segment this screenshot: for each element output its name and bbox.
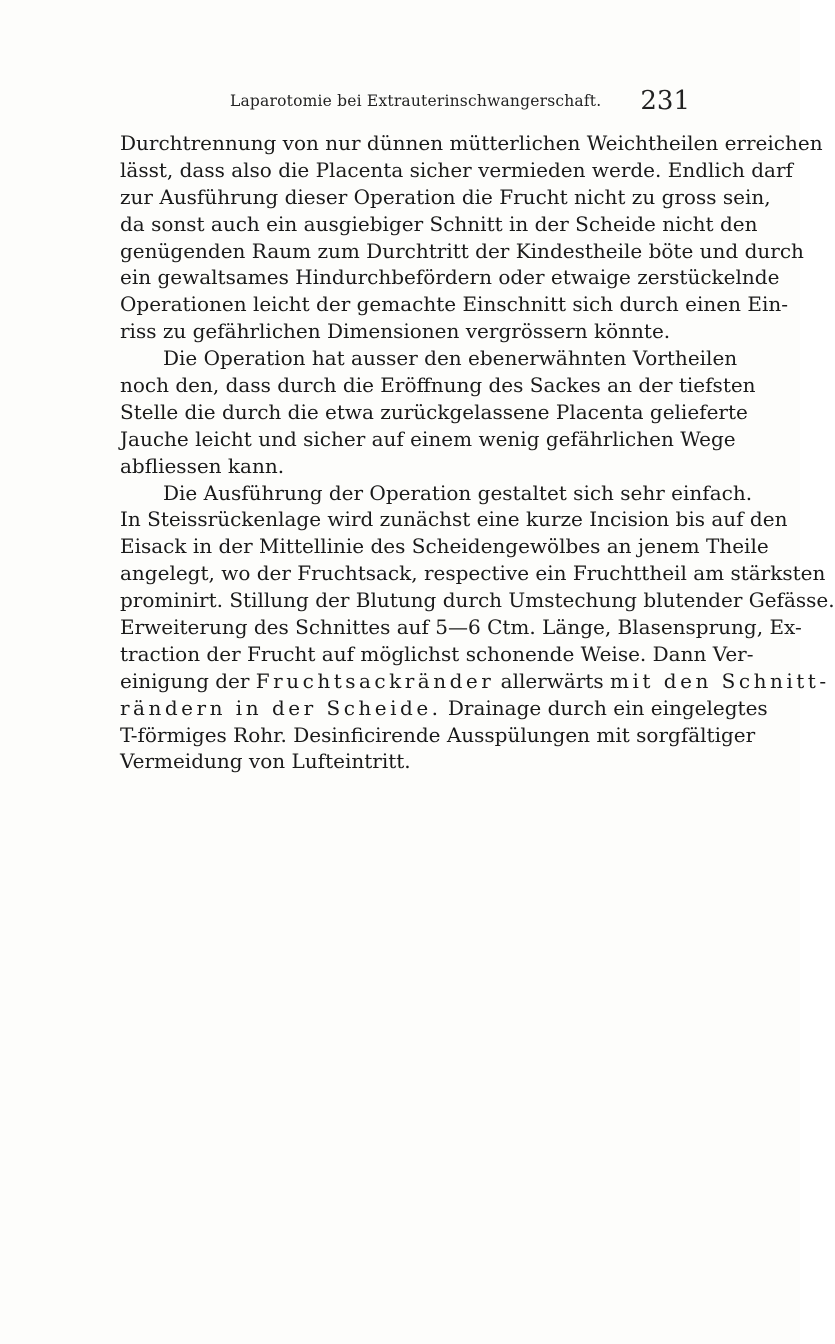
text-line: zur Ausführung dieser Operation die Frucht nicht zu gross sein, [120,184,771,209]
emphasized-text: Fruchtsackränder [255,668,495,693]
text-line: In Steissrückenlage wird zunächst eine kurze Incision bis auf den [120,507,788,532]
text-line: Eisack in der Mittellinie des Scheidengewölbes an jenem Theile [120,534,769,559]
running-head [120,88,690,118]
text-line: traction der Frucht auf möglichst schonende Weise. Dann Ver- [120,641,754,666]
text-line: Vermeidung von Lufteintritt. [120,749,411,774]
page-number: 231 [640,86,690,116]
text-line: Erweiterung des Schnittes auf 5—6 Ctm. Länge, Blasensprung, Ex- [120,615,802,640]
text-line [120,695,768,722]
text-line: Durchtrennung von nur dünnen mütterlichen Weichtheilen erreichen [120,131,823,155]
text-line: da sonst auch ein ausgiebiger Schnitt in der Scheide nicht den [120,211,758,236]
text-line: Stelle die durch die etwa zurückgelassene Placenta gelieferte [120,399,748,424]
text-line: genügenden Raum zum Durchtritt der Kindestheile böte und durch [120,238,804,263]
text-line: lässt, dass also die Placenta sicher vermieden werde. Endlich darf [120,157,793,182]
text-line: angelegt, wo der Fruchtsack, respective ein Fruchttheil am stärksten [120,561,826,586]
text-line: Die Operation hat ausser den ebenerwähnten Vortheilen [163,346,738,371]
text-line: T-förmiges Rohr. Desinficirende Ausspülungen mit sorgfältiger [120,722,756,747]
emphasized-text: rändern in der Scheide. [120,695,442,720]
text-line: prominirt. Stillung der Blutung durch Umstechung blutender Gefässe. [120,588,835,613]
text-line: Operationen leicht der gemachte Einschnitt sich durch einen Ein- [120,292,788,317]
text-fragment: Drainage durch ein eingelegtes [441,695,768,720]
text-line: riss zu gefährlichen Dimensionen vergrössern könnte. [120,319,671,344]
text-line: Jauche leicht und sicher auf einem wenig gefährlichen Wege [120,426,736,451]
text-line: abfliessen kann. [120,453,285,478]
text-line: ein gewaltsames Hindurchbefördern oder etwaige zerstückelnde [120,265,780,290]
text-fragment: einigung der [120,668,256,693]
text-line [120,668,830,695]
emphasized-text: mit den Schnitt- [610,668,830,693]
text-line: noch den, dass durch die Eröffnung des Sackes an der tiefsten [120,373,756,398]
body-text [120,130,835,775]
text-line: Die Ausführung der Operation gestaltet sich sehr einfach. [163,480,753,505]
running-title: Laparotomie bei Extrauterinschwangerschaft. [230,92,602,110]
text-fragment: allerwärts [494,668,611,693]
